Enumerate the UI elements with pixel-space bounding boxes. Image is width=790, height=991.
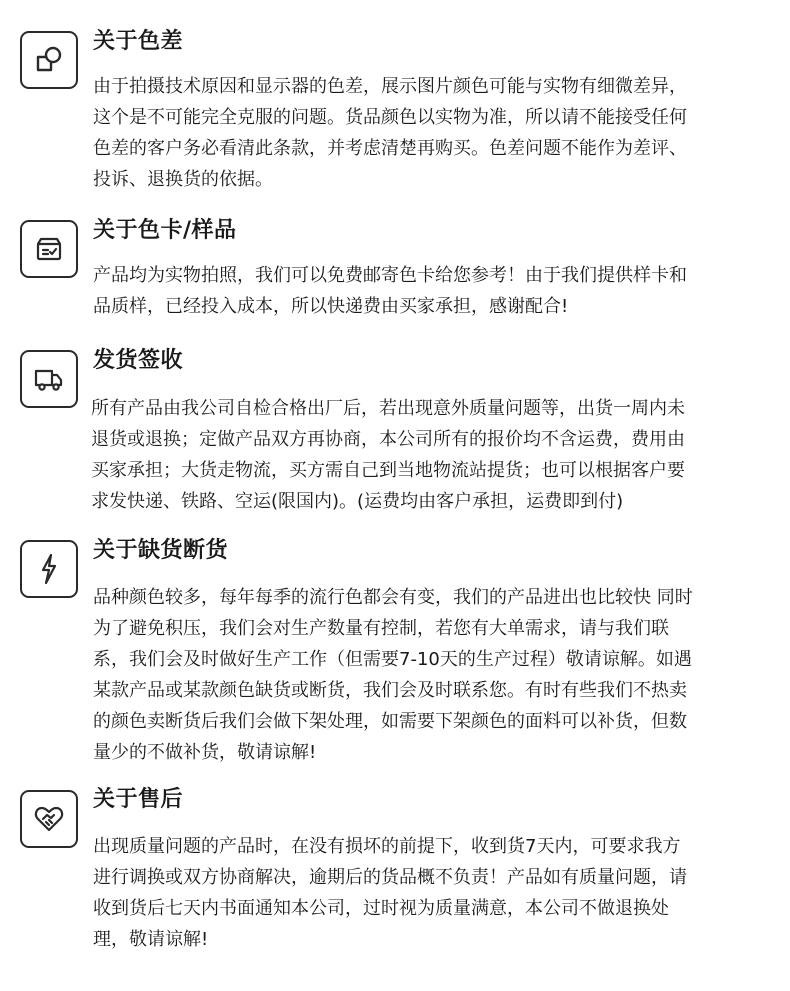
lightning-icon — [20, 540, 78, 598]
body-line: 理，敬请谅解! — [93, 929, 209, 950]
body-line: 由于拍摄技术原因和显示器的色差，展示图片颜色可能与实物有细微差异， — [93, 76, 687, 97]
section-title: 关于色差 — [93, 29, 184, 54]
section-body — [93, 582, 693, 768]
body-line: 求发快递、铁路、空运(限国内)。(运费均由客户承担，运费即到付) — [91, 491, 624, 512]
heart-handshake-icon — [20, 790, 78, 848]
section-body — [93, 831, 687, 955]
body-line: 出现质量问题的产品时，在没有损坏的前提下，收到货7天内，可要求我方 — [93, 836, 681, 857]
body-line: 为了避免积压，我们会对生产数量有控制，若您有大单需求，请与我们联 — [93, 618, 669, 639]
section-body — [93, 260, 687, 322]
section-body — [93, 71, 687, 195]
body-line: 量少的不做补货，敬请谅解! — [93, 742, 317, 763]
body-line: 投诉、退换货的依据。 — [93, 169, 273, 190]
body-line: 的颜色卖断货后我们会做下架处理，如需要下架颜色的面料可以补货，但数 — [93, 711, 687, 732]
body-line: 收到货后七天内书面通知本公司，过时视为质量满意，本公司不做退换处 — [93, 898, 669, 919]
body-line: 买家承担；大货走物流，买方需自己到当地物流站提货；也可以根据客户要 — [91, 460, 685, 481]
section-title: 关于缺货断货 — [93, 538, 229, 563]
body-line: 系，我们会及时做好生产工作（但需要7-10天的生产过程）敬请谅解。如遇 — [93, 649, 692, 670]
section-body — [91, 393, 685, 517]
shapes-icon — [20, 31, 78, 89]
body-line: 进行调换或双方协商解决，逾期后的货品概不负责！产品如有质量问题，请 — [93, 867, 687, 888]
body-line: 品种颜色较多，每年每季的流行色都会有变，我们的产品进出也比较快 同时 — [93, 587, 693, 608]
body-line: 所有产品由我公司自检合格出厂后，若出现意外质量问题等，出货一周内未 — [91, 398, 685, 419]
section-title: 关于色卡/样品 — [93, 218, 237, 243]
body-line: 某款产品或某款颜色缺货或断货，我们会及时联系您。有时有些我们不热卖 — [93, 680, 687, 701]
body-line: 这个是不可能完全克服的问题。货品颜色以实物为准，所以请不能接受任何 — [93, 107, 687, 128]
section-title: 发货签收 — [93, 348, 184, 373]
body-line: 产品均为实物拍照，我们可以免费邮寄色卡给您参考！由于我们提供样卡和 — [93, 265, 687, 286]
section-title: 关于售后 — [93, 787, 184, 812]
sample-box-icon — [20, 220, 78, 278]
body-line: 品质样，已经投入成本，所以快递费由买家承担，感谢配合! — [93, 296, 569, 317]
body-line: 退货或退换；定做产品双方再协商，本公司所有的报价均不含运费，费用由 — [91, 429, 685, 450]
truck-icon — [20, 350, 78, 408]
body-line: 色差的客户务必看清此条款，并考虑清楚再购买。色差问题不能作为差评、 — [93, 138, 687, 159]
